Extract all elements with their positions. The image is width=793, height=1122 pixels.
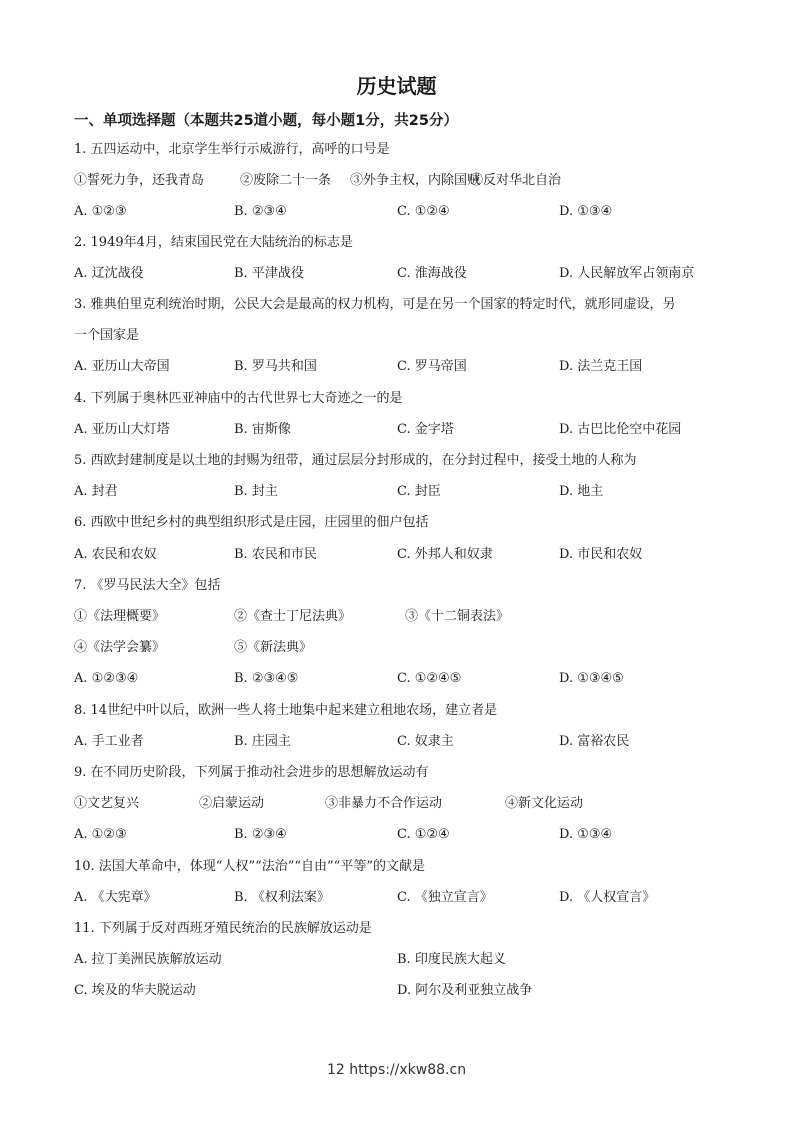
- q5-option-c[interactable]: C. 封臣: [397, 484, 441, 499]
- question-2-options: [0, 264, 793, 284]
- q2-option-c[interactable]: C. 淮海战役: [397, 266, 467, 281]
- question-3-stem: 3. 雅典伯里克利统治时期，公民大会是最高的权力机构，可是在另一个国家的特定时代，就形同虚设，另: [74, 297, 676, 312]
- q5-option-b[interactable]: B. 封主: [234, 484, 278, 499]
- q3-option-b[interactable]: B. 罗马共和国: [234, 359, 317, 374]
- q11-option-d[interactable]: D. 阿尔及利亚独立战争: [397, 983, 533, 998]
- question-8-options: [0, 732, 793, 752]
- q9-item: ④新文化运动: [505, 796, 584, 811]
- question-4-options: [0, 420, 793, 440]
- question-10-options: [0, 888, 793, 908]
- q3-option-d[interactable]: D. 法兰克王国: [559, 359, 643, 374]
- question-9-stem: 9. 在不同历史阶段，下列属于推动社会进步的思想解放运动有: [74, 765, 429, 780]
- q5-option-a[interactable]: A. 封君: [74, 484, 118, 499]
- question-3-options: [0, 357, 793, 377]
- q6-option-c[interactable]: C. 外邦人和奴隶: [397, 547, 493, 562]
- q7-item: ④《法学会纂》: [74, 640, 166, 655]
- q1-item: ②废除二十一条: [240, 173, 332, 188]
- q4-option-a[interactable]: A. 亚历山大灯塔: [74, 422, 170, 437]
- question-5-stem: 5. 西欧封建制度是以土地的封赐为纽带，通过层层分封形成的，在分封过程中，接受土地的人称为: [74, 453, 637, 468]
- q8-option-c[interactable]: C. 奴隶主: [397, 734, 454, 749]
- q6-option-b[interactable]: B. 农民和市民: [234, 547, 317, 562]
- q11-option-c[interactable]: C. 埃及的华夫脱运动: [74, 983, 196, 998]
- q11-option-a[interactable]: A. 拉丁美洲民族解放运动: [74, 952, 222, 967]
- q9-item: ②启蒙运动: [199, 796, 265, 811]
- q6-option-d[interactable]: D. 市民和农奴: [559, 547, 643, 562]
- q3-option-c[interactable]: C. 罗马帝国: [397, 359, 467, 374]
- q7-item: ③《十二铜表法》: [405, 609, 510, 624]
- q10-option-a[interactable]: A. 《大宪章》: [74, 890, 157, 905]
- q1-option-b[interactable]: B. ②③④: [234, 204, 287, 219]
- q9-option-c[interactable]: C. ①②④: [397, 827, 450, 842]
- q7-item: ①《法理概要》: [74, 609, 166, 624]
- question-8-stem: 8. 14世纪中叶以后，欧洲一些人将土地集中起来建立租地农场，建立者是: [74, 703, 498, 718]
- q2-option-d[interactable]: D. 人民解放军占领南京: [559, 266, 695, 281]
- question-1-stem: 1. 五四运动中，北京学生举行示威游行，高呼的口号是: [74, 142, 390, 157]
- q7-option-a[interactable]: A. ①②③④: [74, 671, 139, 686]
- q1-item: ③外争主权，内除国贼: [350, 173, 481, 188]
- q9-option-b[interactable]: B. ②③④: [234, 827, 287, 842]
- question-6-stem: 6. 西欧中世纪乡村的典型组织形式是庄园，庄园里的佃户包括: [74, 515, 429, 530]
- q4-option-b[interactable]: B. 宙斯像: [234, 422, 291, 437]
- q10-option-c[interactable]: C. 《独立宣言》: [397, 890, 493, 905]
- q2-option-a[interactable]: A. 辽沈战役: [74, 266, 144, 281]
- question-7-options: [0, 669, 793, 689]
- page-footer: 12 https://xkw88.cn: [326, 1062, 467, 1078]
- q9-option-d[interactable]: D. ①③④: [559, 827, 613, 842]
- question-7-items-row1: [0, 607, 793, 627]
- question-9-items: [0, 794, 793, 814]
- question-2-stem: 2. 1949年4月，结束国民党在大陆统治的标志是: [74, 235, 353, 250]
- q9-option-a[interactable]: A. ①②③: [74, 827, 127, 842]
- q9-item: ①文艺复兴: [74, 796, 140, 811]
- question-1-items: [0, 171, 793, 191]
- question-7-stem: 7. 《罗马民法大全》包括: [74, 578, 221, 593]
- question-1-options: [0, 202, 793, 222]
- section-heading: 一、单项选择题（本题共25道小题，每小题1分，共25分）: [74, 113, 458, 129]
- q8-option-d[interactable]: D. 富裕农民: [559, 734, 630, 749]
- q8-option-a[interactable]: A. 手工业者: [74, 734, 144, 749]
- question-6-options: [0, 545, 793, 565]
- q4-option-c[interactable]: C. 金字塔: [397, 422, 454, 437]
- q9-item: ③非暴力不合作运动: [325, 796, 443, 811]
- question-5-options: [0, 482, 793, 502]
- question-11-options-row2: [0, 981, 793, 1001]
- q8-option-b[interactable]: B. 庄园主: [234, 734, 291, 749]
- q7-option-d[interactable]: D. ①③④⑤: [559, 671, 624, 686]
- q1-item: ④反对华北自治: [470, 173, 562, 188]
- q1-option-c[interactable]: C. ①②④: [397, 204, 450, 219]
- question-11-options-row1: [0, 950, 793, 970]
- question-7-items-row2: [0, 638, 793, 658]
- q6-option-a[interactable]: A. 农民和农奴: [74, 547, 157, 562]
- q2-option-b[interactable]: B. 平津战役: [234, 266, 304, 281]
- q10-option-d[interactable]: D. 《人权宣言》: [559, 890, 656, 905]
- q11-option-b[interactable]: B. 印度民族大起义: [397, 952, 506, 967]
- q4-option-d[interactable]: D. 古巴比伦空中花园: [559, 422, 682, 437]
- question-4-stem: 4. 下列属于奥林匹亚神庙中的古代世界七大奇迹之一的是: [74, 391, 403, 406]
- q7-option-c[interactable]: C. ①②④⑤: [397, 671, 462, 686]
- question-9-options: [0, 825, 793, 845]
- q7-item: ⑤《新法典》: [234, 640, 313, 655]
- q10-option-b[interactable]: B. 《权利法案》: [234, 890, 330, 905]
- q7-item: ②《查士丁尼法典》: [234, 609, 352, 624]
- page-title: 历史试题: [356, 74, 437, 98]
- q7-option-b[interactable]: B. ②③④⑤: [234, 671, 299, 686]
- q5-option-d[interactable]: D. 地主: [559, 484, 604, 499]
- question-10-stem: 10. 法国大革命中，体现“人权”“法治”“自由”“平等”的文献是: [74, 859, 425, 874]
- q1-item: ①誓死力争，还我青岛: [74, 173, 205, 188]
- q1-option-d[interactable]: D. ①③④: [559, 204, 613, 219]
- q1-option-a[interactable]: A. ①②③: [74, 204, 127, 219]
- q3-option-a[interactable]: A. 亚历山大帝国: [74, 359, 170, 374]
- question-11-stem: 11. 下列属于反对西班牙殖民统治的民族解放运动是: [74, 921, 372, 936]
- question-3-stem-cont: 一个国家是: [74, 328, 140, 343]
